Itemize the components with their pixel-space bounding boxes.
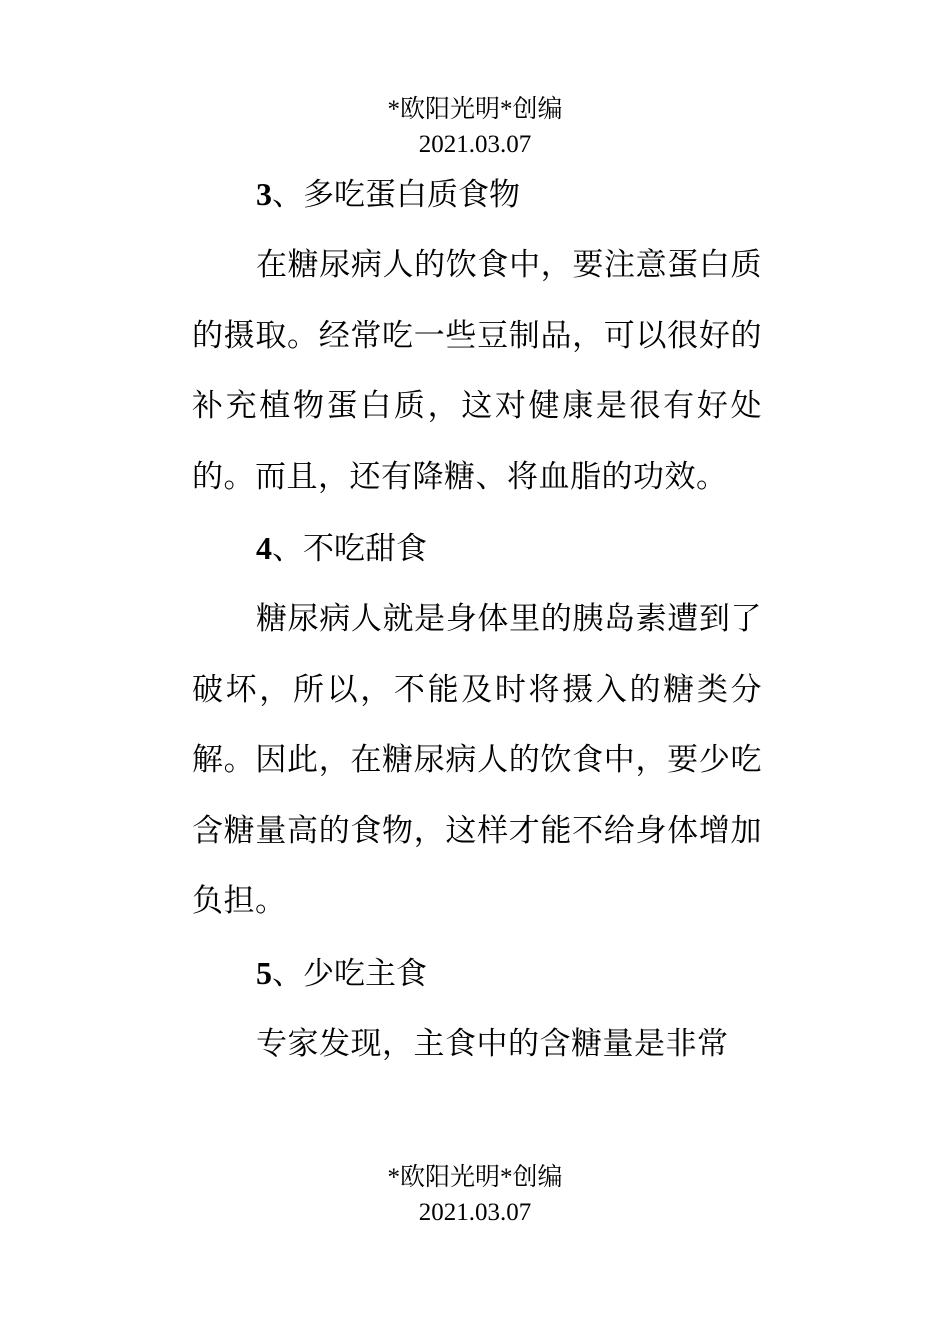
section-paragraph: 糖尿病人就是身体里的胰岛素遭到了破坏，所以，不能及时将摄入的糖类分解。因此，在糖尿病人的饮食中，要少吃含糖量高的食物，这样才能不给身体增加负担。 (192, 601, 762, 919)
section-title-text: 、多吃蛋白质食物 (272, 177, 520, 213)
section-heading (192, 158, 762, 230)
section-paragraph: 专家发现，主食中的含糖量是非常 (256, 1025, 729, 1062)
section-title-text: 、不吃甜食 (272, 531, 427, 567)
header-date: 2021.03.07 (418, 131, 532, 158)
page-footer (0, 1160, 950, 1230)
section-5 (192, 937, 762, 1080)
section-4 (192, 512, 762, 937)
section-title-text: 、少吃主食 (272, 955, 427, 992)
section-paragraph: 在糖尿病人的饮食中，要注意蛋白质的摄取。经常吃一些豆制品，可以很好的补充植物蛋白质，这对健康是很有好处的。而且，还有降糖、将血脂的功效。 (192, 247, 762, 495)
page-header (0, 92, 950, 162)
section-heading (192, 512, 762, 584)
header-author: *欧阳光明*创编 (387, 96, 563, 123)
footer-date: 2021.03.07 (418, 1199, 532, 1226)
document-body (192, 158, 762, 1079)
section-number: 3 (256, 176, 272, 212)
section-number: 5 (256, 954, 272, 991)
section-number: 4 (256, 530, 272, 566)
section-3 (192, 158, 762, 512)
section-heading (192, 937, 762, 1009)
footer-author: *欧阳光明*创编 (387, 1164, 563, 1191)
